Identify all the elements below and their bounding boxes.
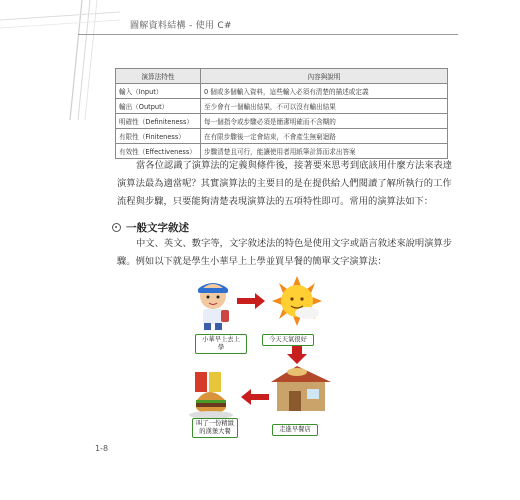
step-label-good-weather: 今天天氣很好 [262,334,314,346]
table-cell: 有效性（Effectiveness） [116,144,201,159]
header-rule [78,34,458,35]
arrow-down-icon [287,346,307,364]
table-row [116,99,448,114]
table-header-cell: 演算法特性 [116,69,201,84]
table-header-cell: 內容與說明 [201,69,448,84]
table-row [116,84,448,99]
table-cell: 輸出（Output） [116,99,201,114]
burger-meal-icon [189,372,233,419]
body-paragraph: 當各位認識了演算法的定義與條件後，接著要來思考到底該用什麼方法來表達演算法最為適當呢？其實演算法的主要目的是在提供給人們閱讀了解所執行的工作流程與步驟，只要能夠清楚表現演算法的五項特性即可。常用的演算法如下： [117,160,453,207]
body-paragraph: 中文、英文、數字等，文字敘述法的特色是使用文字或語言敘述來說明演算步驟。例如以下就是學生小華早上上學並買早餐的簡單文字演算法： [117,238,453,267]
step-label-enter-shop: 走進早餐店 [272,424,318,436]
table-row [116,129,448,144]
algorithm-illustration [185,276,355,441]
algorithm-properties-table [115,68,448,159]
table-cell: 步驟清楚且可行，能讓使用者用紙筆計算而求出答案 [201,144,448,159]
breakfast-shop-icon [271,366,331,411]
step-label-go-to-school: 小華早上去上學 [195,334,247,354]
table-row [116,114,448,129]
circle-bullet-icon [112,223,121,232]
section-heading [112,220,189,235]
table-header-row [116,69,448,84]
header-title: 圖解資料結構 - 使用 C# [130,21,232,31]
sun-icon [272,276,322,326]
table-cell: 輸入（Input） [116,84,201,99]
student-boy-icon [198,283,229,330]
corner-decoration [0,0,120,120]
table-cell: 明確性（Definiteness） [116,114,201,129]
table-cell: 0 個或多個輸入資料，這些輸入必須有清楚的描述或定義 [201,84,448,99]
section-title: 一般文字敘述 [126,222,189,234]
table-cell: 每一個指令或步驟必須是簡潔明確而不含糊的 [201,114,448,129]
page-number: 1-8 [95,444,109,453]
table-cell: 在有限步驟後一定會結束，不會產生無窮迴路 [201,129,448,144]
arrow-left-icon [241,389,269,405]
table-cell: 有限性（Finiteness） [116,129,201,144]
table-cell: 至少會有一個輸出結果，不可以沒有輸出結果 [201,99,448,114]
step-label-burger-meal: 叫了一份精緻的漢堡大餐 [192,418,238,438]
arrow-right-icon [237,293,265,309]
